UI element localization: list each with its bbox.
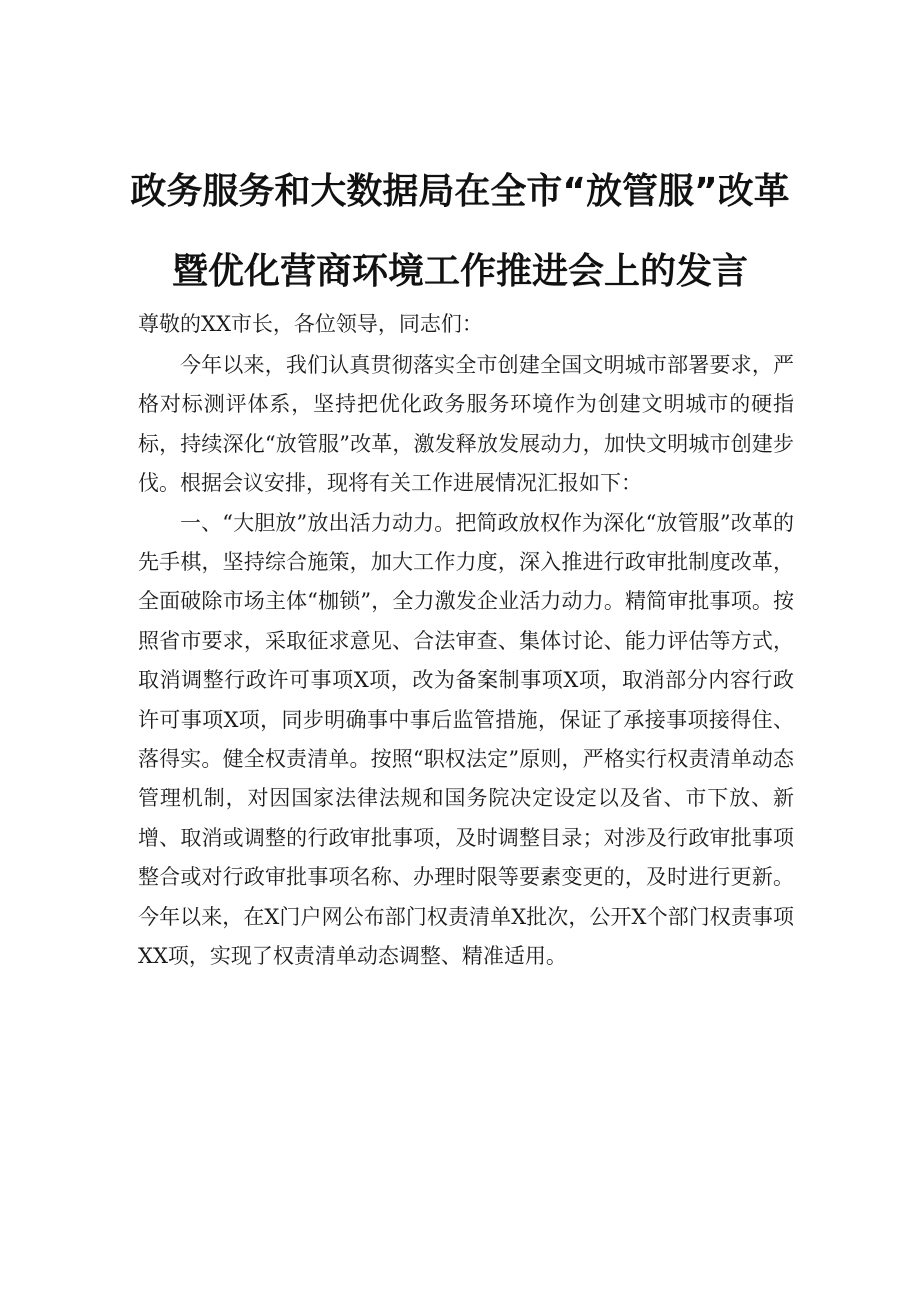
salutation: 尊敬的XX市长，各位领导，同志们： xyxy=(138,312,483,336)
document-title-line-1: 政务服务和大数据局在全市“放管服”改革 xyxy=(130,171,790,212)
paragraph-intro: 今年以来，我们认真贯彻落实全市创建全国文明城市部署要求，严格对标测评体系，坚持把优化政务服务环境作为创建文明城市的硬指标，持续深化“放管服”改革，激发释放发展动力，加快文明城市创建步伐。根据会议安排，现将有关工作进展情况汇报如下： xyxy=(138,353,794,496)
document-title-line-2: 暨优化营商环境工作推进会上的发言 xyxy=(171,251,748,292)
document-body xyxy=(138,346,794,977)
paragraph-section-one: 一、“大胆放”放出活力动力。把简政放权作为深化“放管服”改革的先手棋，坚持综合施策，加大工作力度，深入推进行政审批制度改革，全面破除市场主体“枷锁”，全力激发企业活力动力。精简审批事项。按照省市要求，采取征求意见、合法审查、集体讨论、能力评估等方式，取消调整行政许可事项X项，改为备案制事项X项，取消部分内容行政许可事项X项，同步明确事中事后监管措施，保证了承接事项接得住、落得实。健全权责清单。按照“职权法定”原则，严格实行权责清单动态管理机制，对因国家法律法规和国务院决定设定以及省、市下放、新增、取消或调整的行政审批事项，及时调整目录；对涉及行政审批事项整合或对行政审批事项名称、办理时限等要素变更的，及时进行更新。今年以来，在X门户网公布部门权责清单X批次，公开X个部门权责事项XX项，实现了权责清单动态调整、精准适用。 xyxy=(138,510,794,969)
